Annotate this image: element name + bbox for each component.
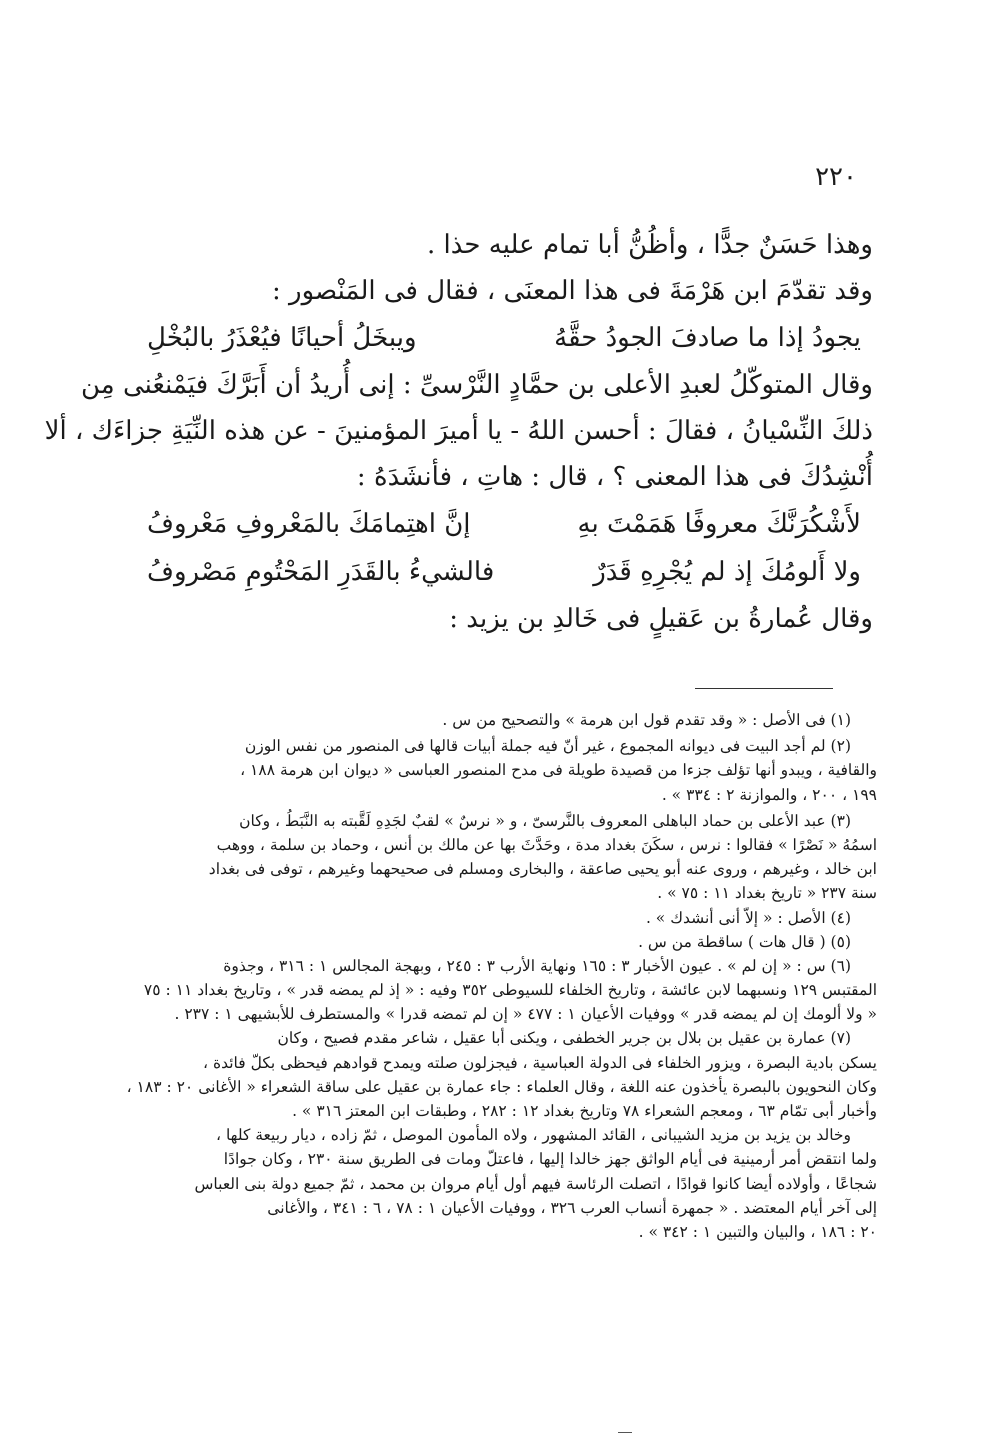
footnote-7-line: وأخبار أبى تمّام ٦٣ ، ومعجم الشعراء ٧٨ وتاريخ بغداد ١٢ : ٢٨٢ ، وطبقات ابن المعتز ٣١٦ » . xyxy=(292,1102,877,1120)
poem-verse xyxy=(135,548,873,596)
verse-first-hemistich: لأَشْكُرَنَّكَ معروفًا هَمَمْتَ بهِ xyxy=(577,509,861,539)
text-line: ذلكَ النِّسْيانُ ، فقالَ : أحسن اللهُ - يا أميرَ المؤمنينَ - عن هذه النِّيَةِ جزاءَك ، ألا xyxy=(44,416,873,446)
footnote-3: (٣) عبد الأعلى بن حماد الباهلى المعروف بالنَّرسىّ ، و « نرسٌ » لقبٌ لجَدِهِ لَقَّبته به النَّبَطُ ، وكان xyxy=(239,811,851,830)
footnote-2-line: والقافية ، ويبدو أنها تؤلف جزءا من قصيدة طويلة فى مدح المنصور العباسى « ديوان ابن هرمة ١٨٨ ، xyxy=(240,761,877,780)
verse-first-hemistich: يجودُ إذا ما صادفَ الجودُ حقَّهُ xyxy=(554,323,861,353)
footnote-6-line: المقتبس ١٢٩ ونسبهما لابن عائشة ، وتاريخ الخلفاء للسيوطى ٣٥٢ وفيه : « إذ لم يمضه قدر » ، وتاريخ بغداد ١١ : ٧٥ xyxy=(143,981,877,1000)
footnote-divider xyxy=(695,688,833,689)
footnote-6: (٦) س : « إن لم » . عيون الأخبار ٣ : ١٦٥ ونهاية الأرب ٣ : ٢٤٥ ، وبهجة المجالس ١ : ٣١٦ ، وجذوة xyxy=(223,956,851,975)
footnote-3-line: ابن خالد ، وغيرهم ، وروى عنه أبو يحيى صاعقة ، والبخارى ومسلم فى صحيحهما وغيرهم ، توفى فى بغداد xyxy=(208,860,877,879)
verse-second-hemistich: إنَّ اهتِمامَكَ بالمَعْروفِ مَعْروفُ xyxy=(147,509,471,539)
footnote-1: (١) فى الأصل : « وقد تقدم قول ابن هرمة » والتصحيح من س . xyxy=(442,711,851,729)
verse-second-hemistich: فالشيءُ بالقَدَرِ المَحْتُومِ مَصْروفُ xyxy=(147,557,495,587)
footnote-3-line: سنة ٢٣٧ « تاريخ بغداد ١١ : ٧٥ » . xyxy=(657,884,877,903)
footnote-7-paragraph: وخالد بن يزيد بن مزيد الشيبانى ، القائد المشهور ، ولاه المأمون الموصل ، ثمّ زاده ، ديار ربيعة كلها ، xyxy=(216,1126,851,1145)
text-line: وهذا حَسَنٌ جدًّا ، وأظُنُّ أبا تمام عليه حذا . xyxy=(427,230,873,260)
poem-verse xyxy=(135,500,873,548)
footnote-2-line: ١٩٩ ، ٢٠٠ ، والموازنة ٢ : ٣٣٤ » . xyxy=(661,785,877,804)
page-number: ٢٢٠ xyxy=(815,162,857,192)
footnote-7-paragraph-line: ٢٠ : ١٨٦ ، والبيان والتبين ١ : ٣٤٢ » . xyxy=(638,1222,877,1241)
poem-verse xyxy=(135,314,873,362)
text-line: وقال عُمارةُ بن عَقيلٍ فى خَالدِ بن يزيد : xyxy=(449,604,873,634)
main-text xyxy=(44,222,873,642)
footnotes xyxy=(122,708,877,1244)
footnote-4: (٤) الأصل : « إلاّ أنى أنشدك » . xyxy=(645,908,851,927)
footnote-6-line: « ولا ألومك إن لم يمضه قدر » ووفيات الأعيان ١ : ٤٧٧ « إن لم تمضه قدرا » والمستطرف للأبشيهى ١ : ٢٣٧ . xyxy=(174,1005,877,1024)
footnote-2: (٢) لم أجد البيت فى ديوانه المجموع ، غير أنّ فيه جملة أبيات قالها فى المنصور من نفس الوزن xyxy=(244,737,851,756)
footnote-7-paragraph-line: إلى آخر أيام المعتضد . « جمهرة أنساب العرب ٣٢٦ ، ووفيات الأعيان ١ : ٧٨ ، ٦ : ٣٤١ ، والأغانى xyxy=(267,1198,877,1217)
text-line: وقد تقدّمَ ابن هَرْمَةَ فى هذا المعنَى ، فقال فى المَنْصور : xyxy=(272,276,873,306)
verse-first-hemistich: ولا أَلومُكَ إذ لم يُجْرِهِ قَدَرٌ xyxy=(593,557,861,587)
footnote-7-paragraph-line: شجاعًا ، وأولاده أيضا كانوا قوادًا ، اتصلت الرئاسة فيهم أول أيام مروان بن محمد ، ثمّ جميع دولة بنى العباس xyxy=(194,1174,877,1193)
footnote-3-line: اسمُهُ « نَصْرًا » فقالوا : نرس ، سكَنَ بغداد مدة ، وحَدَّثَ بها عن مالك بن أنس ، وحماد بن سلمة ، ووهب xyxy=(216,835,877,854)
footnote-7-line: يسكن بادية البصرة ، ويزور الخلفاء فى الدولة العباسية ، فيجزلون صلته ويمدح قوادهم فيحظى بكلّ فائدة ، xyxy=(203,1053,877,1072)
footnote-5: (٥) ( قال هات ) ساقطة من س . xyxy=(638,932,851,951)
footnote-7: (٧) عمارة بن عقيل بن بلال بن جرير الخطفى ، ويكنى أبا عقيل ، شاعر مقدم فصيح ، وكان xyxy=(277,1029,851,1048)
page-bottom-mark xyxy=(618,1432,632,1433)
footnote-7-line: وكان النحويون بالبصرة يأخذون عنه اللغة ، وقال العلماء : جاء عمارة بن عقيل على ساقة الشعراء « الأغانى ٢٠ : ١٨٣ ، xyxy=(126,1077,877,1096)
verse-second-hemistich: ويبخَلُ أحيانًا فيُعْذَرُ بالبُخْلِ xyxy=(147,323,417,353)
text-line: أُنْشِدُكَ فى هذا المعنى ؟ ، قال : هاتِ ، فأنشَدَهُ : xyxy=(356,462,873,492)
footnote-7-paragraph-line: ولما انتقض أمر أرمينية فى أيام الواثق جهز خالدا إليها ، فاعتلّ ومات فى الطريق سنة ٢٣٠ ، وكان جوادًا xyxy=(223,1150,877,1169)
text-line: وقال المتوكّلُ لعبدِ الأعلى بن حمَّادٍ النَّرْسىِّ : إنى أُريدُ أن أَبَرَّكَ فيَمْنعُنى مِن xyxy=(80,370,873,400)
